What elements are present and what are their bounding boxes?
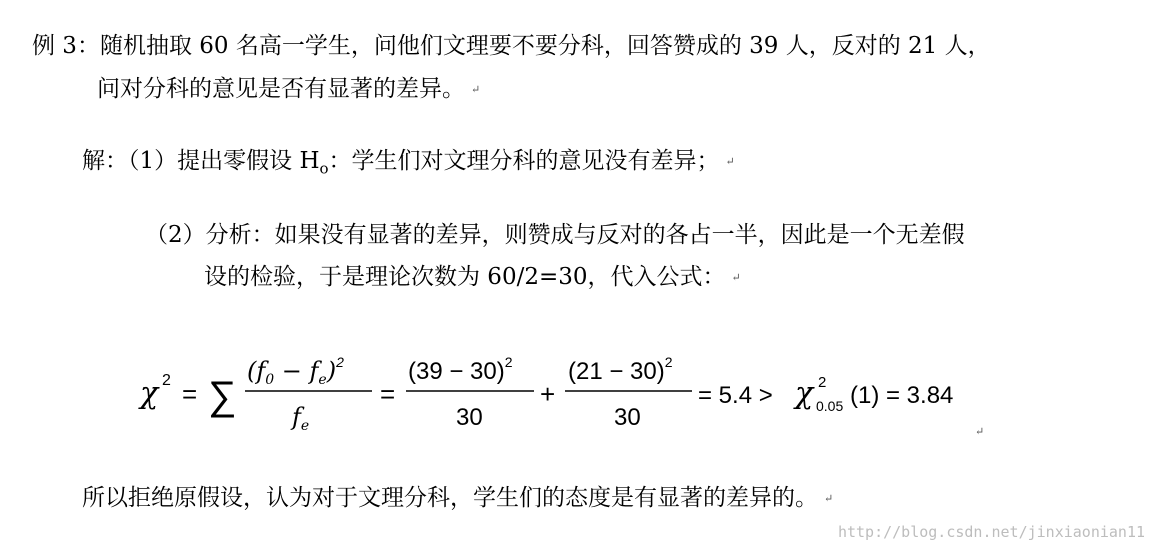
paragraph-mark: ↵ bbox=[731, 271, 741, 284]
chi-critical-symbol: χ bbox=[795, 376, 814, 411]
chi-square-formula bbox=[140, 345, 980, 440]
numerator-2: $(39 - 30)^2$ bbox=[408, 354, 513, 385]
watermark: http://blog.csdn.net/jinxiaonian11 bbox=[837, 523, 1145, 541]
numerator-1: $(f_0 - f_e)^2$ bbox=[247, 354, 344, 388]
equals-sign-2: = bbox=[380, 379, 396, 409]
solution-step-1: 解：（1）提出零假设 $H_o$：学生们对文理分科的意见没有差异； ↵ bbox=[82, 148, 735, 178]
sum-symbol: ∑ bbox=[208, 374, 237, 418]
denominator-2: 30 bbox=[456, 404, 483, 431]
paragraph-mark: ↵ bbox=[975, 425, 985, 438]
solution-step-2-line-1: （2）分析：如果没有显著的差异，则赞成与反对的各占一半，因此是一个无差假 bbox=[145, 222, 965, 248]
chi-critical-subscript: 0.05 bbox=[816, 398, 844, 414]
equals-sign-1: = bbox=[182, 379, 198, 409]
paragraph-mark: ↵ bbox=[824, 492, 834, 505]
chi-exponent: 2 bbox=[162, 372, 171, 389]
critical-value: (1) = 3.84 bbox=[850, 382, 954, 409]
chi-symbol: χ bbox=[140, 376, 159, 411]
solution-label: 解： bbox=[82, 148, 128, 174]
example-line-2: 问对分科的意见是否有显著的差异。 ↵ bbox=[97, 76, 481, 102]
result-value: = 5.4 > bbox=[698, 382, 773, 409]
solution-step-2-line-2: 设的检验，于是理论次数为 60/2=30，代入公式： ↵ bbox=[204, 264, 741, 290]
conclusion: 所以拒绝原假设，认为对于文理分科，学生们的态度是有显著的差异的。 ↵ bbox=[82, 485, 834, 511]
formula-svg bbox=[140, 345, 980, 440]
paragraph-mark: ↵ bbox=[725, 155, 735, 168]
denominator-1: $f_e$ bbox=[292, 403, 310, 434]
chi-critical-exponent: 2 bbox=[818, 374, 827, 391]
example-line-1: 例 3：随机抽取 60 名高一学生，问他们文理要不要分科，回答赞成的 39 人，反对的 21 人， bbox=[32, 33, 991, 59]
numerator-3: $(21 - 30)^2$ bbox=[568, 354, 673, 385]
paragraph-mark: ↵ bbox=[471, 83, 481, 96]
plus-sign: + bbox=[540, 379, 556, 409]
denominator-3: 30 bbox=[614, 404, 641, 431]
